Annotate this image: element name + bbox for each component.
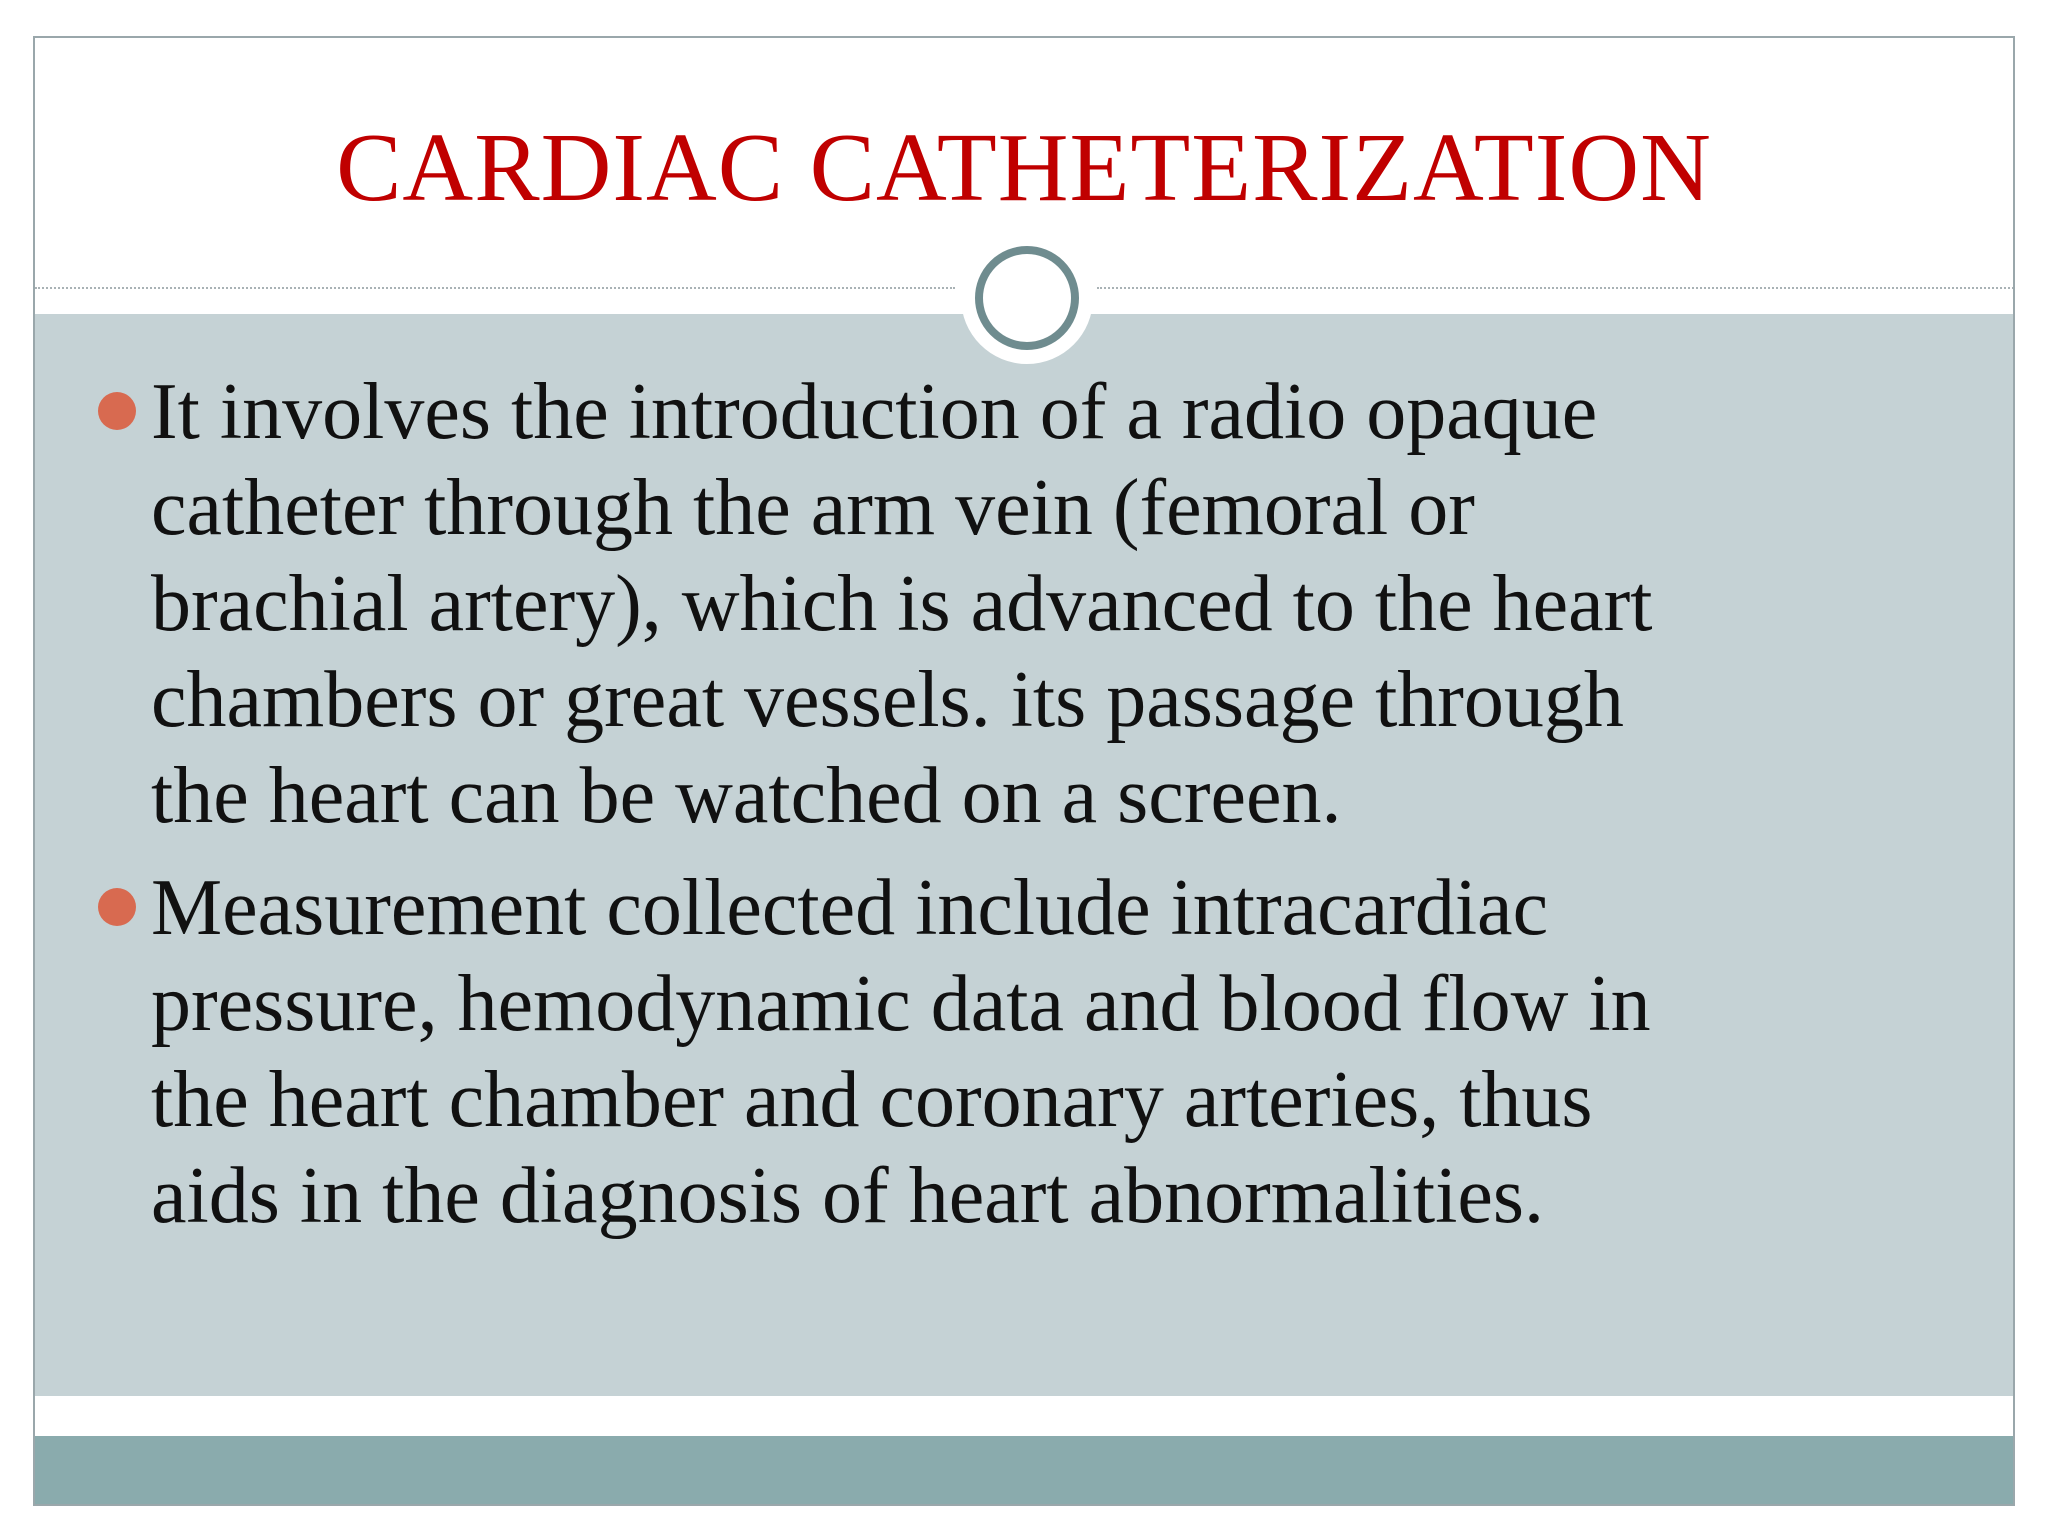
bullet-line: It involves the introduction of a radio opaque: [151, 368, 1598, 456]
slide: [33, 36, 2015, 1506]
title-divider-right: [1097, 287, 2015, 289]
bullet-line: brachial artery), which is advanced to the heart: [151, 560, 1653, 648]
bullet-line: aids in the diagnosis of heart abnormalities.: [151, 1152, 1545, 1240]
ring-divider-icon: [975, 246, 1079, 350]
bullet-text: [151, 860, 1871, 1244]
bullet-line: pressure, hemodynamic data and blood flow in: [151, 960, 1651, 1048]
bullet-line: catheter through the arm vein (femoral or: [151, 464, 1475, 552]
bullet-dot-icon: [98, 888, 136, 926]
bullet-dot-icon: [98, 392, 136, 430]
title-divider-left: [35, 287, 955, 289]
bullet-line: the heart can be watched on a screen.: [151, 752, 1342, 840]
bullet-line: chambers or great vessels. its passage through: [151, 656, 1624, 744]
bullet-text: [151, 364, 1871, 844]
bullet-line: the heart chamber and coronary arteries, thus: [151, 1056, 1593, 1144]
slide-title: CARDIAC CATHETERIZATION: [336, 114, 1712, 222]
footer-band: [35, 1436, 2013, 1506]
bullet-line: Measurement collected include intracardiac: [151, 864, 1549, 952]
